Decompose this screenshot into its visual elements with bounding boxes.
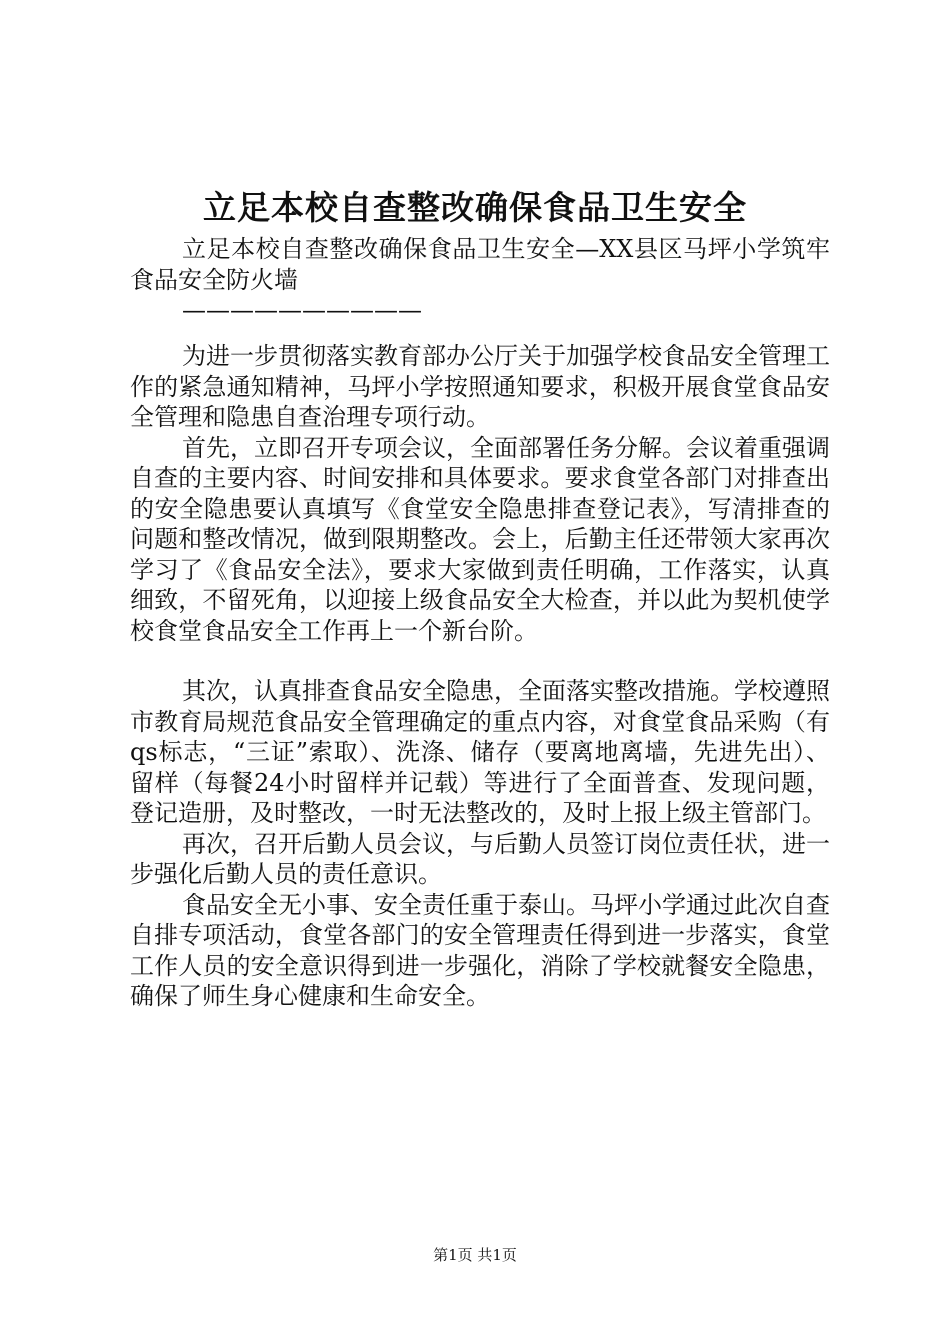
- paragraph-intro: 为进一步贯彻落实教育部办公厅关于加强学校食品安全管理工作的紧急通知精神，马坪小学按照通知要求，积极开展食堂食品安全管理和隐患自查治理专项行动。: [130, 342, 830, 431]
- paragraph-gap: [130, 646, 830, 676]
- separator-line: ——————————: [182, 296, 422, 324]
- paragraph-first: 首先，立即召开专项会议，全面部署任务分解。会议着重强调自查的主要内容、时间安排和具体要求。要求食堂各部门对排查出的安全隐患要认真填写《食堂安全隐患排查登记表》，写清排查的问题和整改情况，做到限期整改。会上，后勤主任还带领大家再次学习了《食品安全法》，要求大家做到责任明确，工作落实，认真细致，不留死角，以迎接上级食品安全大检查，并以此为契机使学校食堂食品安全工作再上一个新台阶。: [130, 433, 830, 645]
- subtitle-paragraph: 立足本校自查整改确保食品卫生安全—XX县区马坪小学筑牢食品安全防火墙: [130, 235, 830, 294]
- document-body: [130, 234, 830, 1012]
- paragraph-second: 其次，认真排查食品安全隐患，全面落实整改措施。学校遵照市教育局规范食品安全管理确定的重点内容，对食堂食品采购（有qs标志，“三证”索取）、洗涤、储存（要离地离墙，先进先出）、留样（每餐24小时留样并记载）等进行了全面普查、发现问题，登记造册，及时整改，一时无法整改的，及时上报上级主管部门。: [130, 677, 830, 827]
- paragraph-third: 再次，召开后勤人员会议，与后勤人员签订岗位责任状，进一步强化后勤人员的责任意识。: [130, 829, 830, 888]
- page-footer: 第1页 共1页: [433, 1246, 517, 1264]
- document-title: 立足本校自查整改确保食品卫生安全: [203, 188, 747, 227]
- paragraph-conclusion: 食品安全无小事、安全责任重于泰山。马坪小学通过此次自查自排专项活动，食堂各部门的安全管理责任得到进一步落实，食堂工作人员的安全意识得到进一步强化，消除了学校就餐安全隐患，确保了师生身心健康和生命安全。: [130, 890, 830, 1010]
